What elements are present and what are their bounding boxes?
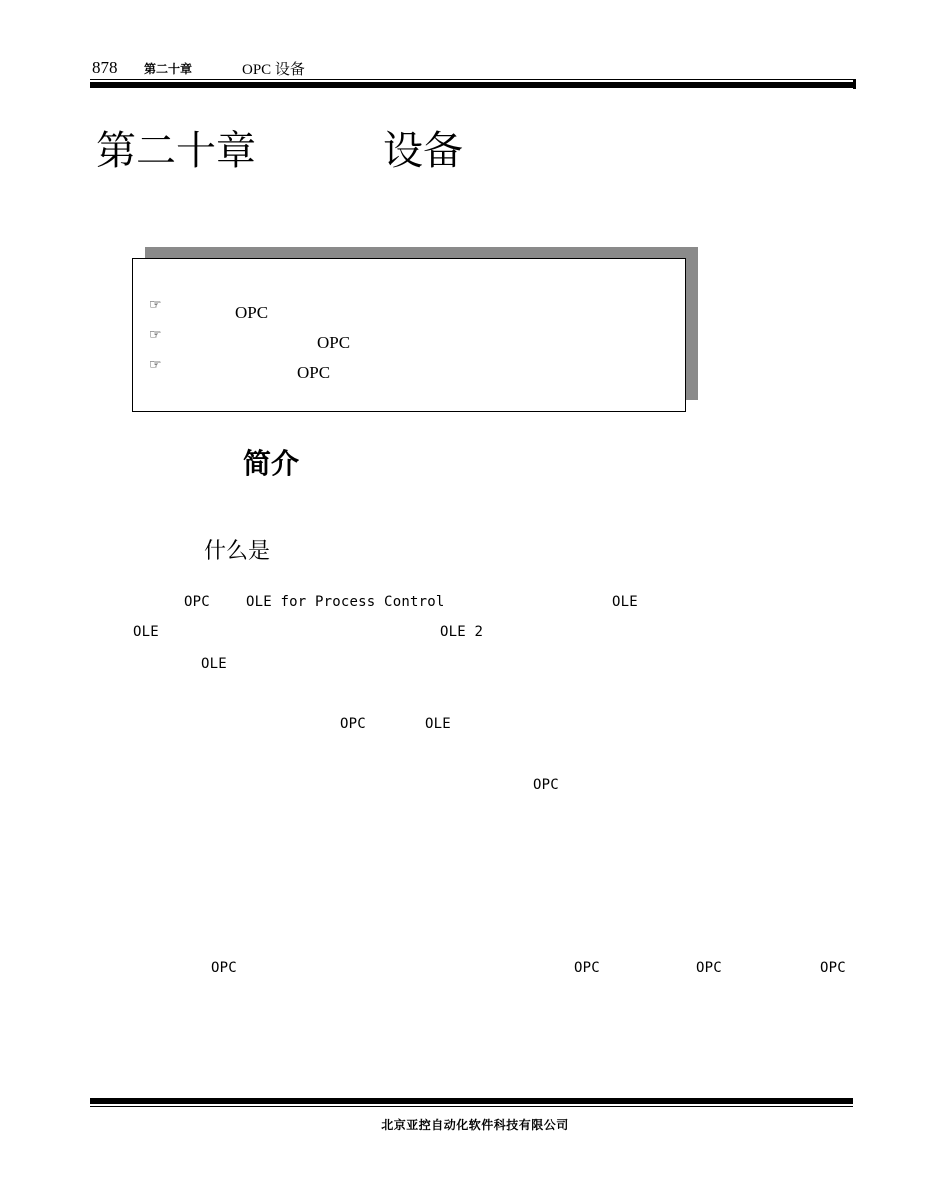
body-text-segment: OPC [184, 594, 210, 610]
page-number: 878 [92, 58, 118, 77]
header-chapter-number: 第二十章 [144, 62, 193, 76]
header-rule [90, 79, 856, 80]
chapter-title-number: 第二十章 [96, 128, 256, 174]
footer-rule [90, 1106, 853, 1107]
header-rule-end [853, 79, 856, 89]
body-text-segment: OLE [201, 656, 227, 672]
header-chapter-name: OPC 设备 [242, 62, 305, 78]
pointing-hand-icon: ☞ [149, 327, 162, 343]
body-text-segment: OPC [696, 960, 722, 976]
pointing-hand-icon: ☞ [149, 357, 162, 373]
objectives-box [132, 258, 686, 412]
objective-text: OPC [297, 363, 331, 382]
body-text-segment: OPC [211, 960, 237, 976]
body-text-segment: OPC [574, 960, 600, 976]
body-text-segment: OPC [340, 716, 366, 732]
body-text-segment: OLE [133, 624, 159, 640]
section-heading: 简介 [243, 447, 300, 480]
body-text-segment: OLE [612, 594, 638, 610]
body-text-segment: OPC [820, 960, 846, 976]
footer-company-name: 北京亚控自动化软件科技有限公司 [381, 1118, 569, 1132]
body-text-segment: OLE for Process Control [246, 594, 445, 610]
body-text-segment: OLE 2 [440, 624, 484, 640]
header-rule-thick [90, 82, 856, 88]
body-text-segment: OLE [425, 716, 451, 732]
sub-heading: 什么是 [204, 539, 271, 564]
running-header [92, 58, 858, 78]
objective-text: OPC [235, 303, 269, 322]
objective-text: OPC [317, 333, 351, 352]
pointing-hand-icon: ☞ [149, 297, 162, 313]
chapter-title-name: 设备 [383, 128, 463, 174]
body-text-segment: OPC [533, 777, 559, 793]
footer-rule-thick [90, 1098, 853, 1104]
